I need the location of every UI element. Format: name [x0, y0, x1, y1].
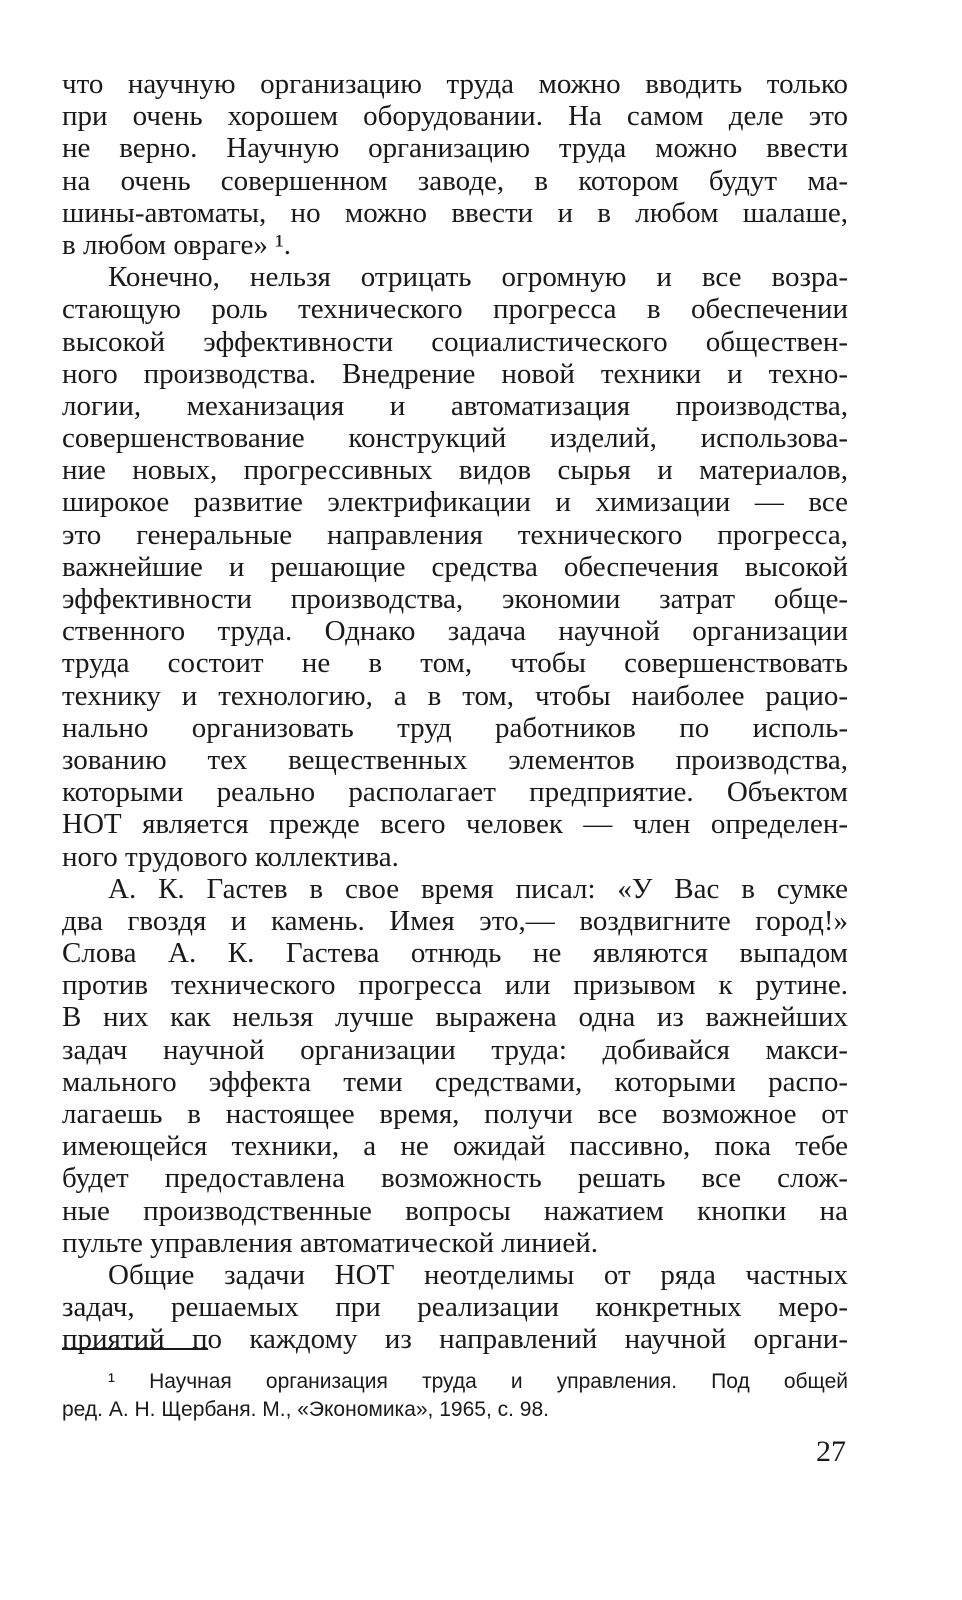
footnote-line: ¹ Научная организация труда и управления. Под общей — [108, 1370, 848, 1393]
text-line: приятий по каждому из направлений научной органи- — [62, 1323, 848, 1356]
text-line: А. К. Гастев в свое время писал: «У Вас в сумке — [108, 872, 848, 905]
text-line: важнейшие и решающие средства обеспечения высокой — [62, 550, 848, 583]
text-line: в любом овраге» ¹. — [62, 228, 292, 261]
text-line: ные производственные вопросы нажатием кнопки на — [62, 1194, 848, 1227]
text-line: В них как нельзя лучше выражена одна из важнейших — [62, 1001, 848, 1034]
text-line: имеющейся техники, а не ожидай пассивно, пока тебе — [62, 1130, 848, 1163]
text-line: ного трудового коллектива. — [62, 840, 399, 873]
text-line: которыми реально располагает предприятие. Объектом — [62, 776, 848, 809]
text-line: ственного труда. Однако задача научной организации — [62, 615, 848, 648]
text-line: технику и технологию, а в том, чтобы наиболее рацио- — [62, 679, 848, 712]
text-line: зованию тех вещественных элементов производства, — [62, 743, 848, 776]
text-line: Общие задачи НОТ неотделимы от ряда частных — [108, 1258, 848, 1291]
page-number: 27 — [816, 1435, 846, 1468]
text-line: труда состоит не в том, чтобы совершенствовать — [62, 647, 848, 680]
text-line: пульте управления автоматической линией. — [62, 1226, 598, 1259]
text-line: ного производства. Внедрение новой техники и техно- — [62, 357, 848, 390]
text-line: это генеральные направления технического прогресса, — [62, 518, 848, 551]
text-line: будет предоставлена возможность решать все слож- — [62, 1162, 848, 1195]
text-line: лагаешь в настоящее время, получи все возможное от — [62, 1098, 848, 1130]
footnote-line: ред. А. Н. Щербаня. М., «Экономика», 1965, с. 98. — [62, 1398, 549, 1421]
body-text — [62, 68, 848, 1356]
text-line: задач научной организации труда: добивайся макси- — [62, 1033, 848, 1066]
footnote-divider — [62, 1348, 208, 1350]
text-line: НОТ является прежде всего человек — член определен- — [62, 808, 848, 841]
text-line: при очень хорошем оборудовании. На самом деле это — [62, 100, 848, 133]
footnote — [62, 1368, 848, 1424]
text-line: эффективности производства, экономии затрат обще- — [62, 583, 848, 615]
text-line: против технического прогресса или призывом к рутине. — [62, 969, 848, 1002]
text-line: два гвоздя и камень. Имея это,— воздвигните город!» — [62, 904, 848, 937]
text-line: широкое развитие электрификации и химизации — все — [62, 486, 848, 519]
text-line: Слова А. К. Гастева отнюдь не являются выпадом — [62, 937, 848, 970]
text-line: логии, механизация и автоматизация производства, — [62, 389, 848, 422]
text-line: задач, решаемых при реализации конкретных меро- — [62, 1291, 848, 1324]
text-line: высокой эффективности социалистического обществен- — [62, 325, 848, 358]
text-line: шины-автоматы, но можно ввести и в любом шалаше, — [62, 196, 848, 229]
text-line: мального эффекта теми средствами, которыми распо- — [62, 1065, 848, 1098]
text-line: ние новых, прогрессивных видов сырья и материалов, — [62, 454, 848, 487]
text-line: совершенствование конструкций изделий, использова- — [62, 422, 848, 455]
text-line: Конечно, нельзя отрицать огромную и все возра- — [108, 261, 848, 294]
text-line: нально организовать труд работников по исполь- — [62, 711, 848, 744]
text-line: на очень совершенном заводе, в котором будут ма- — [62, 164, 848, 197]
text-line: что научную организацию труда можно вводить только — [62, 68, 848, 100]
text-line: стающую роль технического прогресса в обеспечении — [62, 293, 848, 326]
text-line: не верно. Научную организацию труда можно ввести — [62, 132, 848, 165]
